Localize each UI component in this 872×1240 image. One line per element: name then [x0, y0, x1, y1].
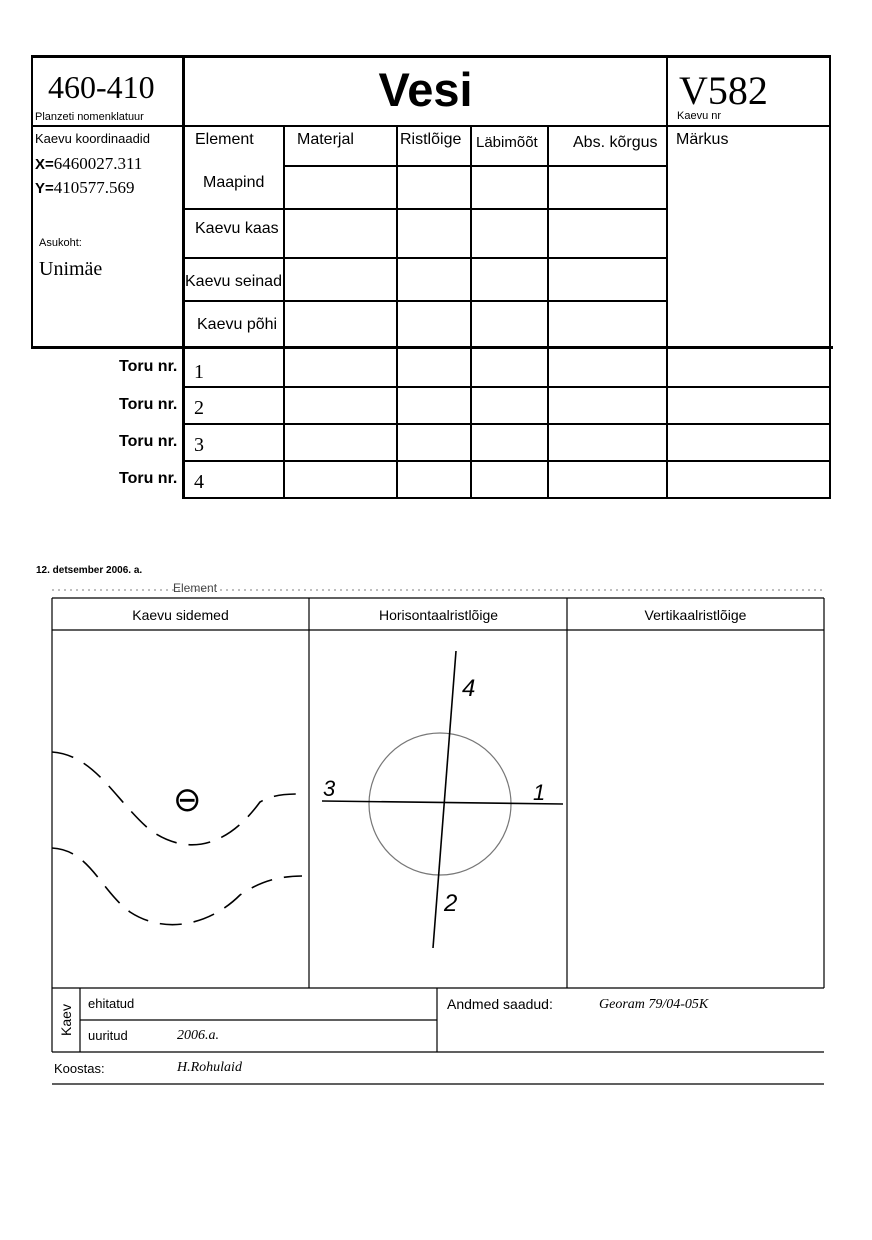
location-value: Unimäe [39, 258, 103, 280]
built-label: ehitatud [88, 996, 135, 1011]
well-number-caption: Kaevu nr [677, 110, 722, 122]
document-date: 12. detsember 2006. a. [36, 565, 143, 576]
pipe-label-3: Toru nr. [119, 433, 178, 450]
sheet-number: 460-410 [48, 69, 155, 105]
x-label: X= [35, 156, 54, 173]
data-source-label: Andmed saadud: [447, 996, 553, 1012]
sheet-caption: Planzeti nomenklatuur [35, 111, 144, 123]
pipe-mark-1: 1 [533, 780, 546, 805]
well-number: V582 [679, 68, 768, 113]
surveyed-label: uuritud [88, 1028, 128, 1043]
pipe-mark-4: 4 [462, 675, 476, 702]
links-symbol: ⊖ [173, 781, 202, 819]
column-header-cross-section: Ristlõige [400, 131, 462, 148]
pipe-label-4: Toru nr. [119, 470, 178, 487]
author-value: H.Rohulaid [177, 1060, 242, 1075]
pipe-mark-2: 2 [444, 890, 458, 917]
pipe-label-2: Toru nr. [119, 396, 178, 413]
y-label: Y= [35, 180, 54, 197]
pipe-number-4: 4 [194, 471, 204, 493]
pipe-number-1: 1 [194, 361, 204, 383]
link-curve-lower [52, 848, 302, 925]
page-title: Vesi [378, 63, 473, 116]
cut-element-label: Element [173, 581, 218, 595]
x-value: 6460027.311 [53, 154, 143, 173]
column-header-diameter: Läbimõõt [476, 134, 538, 151]
y-value: 410577.569 [53, 178, 135, 197]
header-horizontal-section: Horisontaalristlõige [378, 607, 499, 623]
header-vertical-section: Vertikaalristlõige [644, 607, 747, 623]
pipe-mark-3: 3 [323, 776, 336, 801]
author-label: Koostas: [54, 1061, 105, 1076]
element-bottom: Kaevu põhi [197, 316, 278, 333]
column-header-material: Materjal [297, 131, 354, 148]
element-walls: Kaevu seinad [185, 273, 282, 290]
header-links: Kaevu sidemed [132, 607, 229, 623]
pipe-line-3-1 [322, 801, 563, 804]
location-label: Asukoht: [39, 237, 82, 249]
well-side-label: Kaev [58, 1004, 74, 1036]
coordinates-label: Kaevu koordinaadid [35, 131, 150, 146]
column-header-abs-height: Abs. kõrgus [573, 134, 658, 151]
column-header-notes: Märkus [676, 131, 729, 148]
pipe-number-2: 2 [194, 397, 204, 419]
pipe-label-1: Toru nr. [119, 358, 178, 375]
surveyed-value: 2006.a. [177, 1028, 219, 1043]
data-source-value: Georam 79/04-05K [599, 997, 709, 1012]
element-ground: Maapind [203, 174, 265, 191]
element-lid: Kaevu kaas [195, 220, 279, 237]
column-header-element: Element [195, 131, 254, 148]
pipe-number-3: 3 [194, 434, 204, 456]
